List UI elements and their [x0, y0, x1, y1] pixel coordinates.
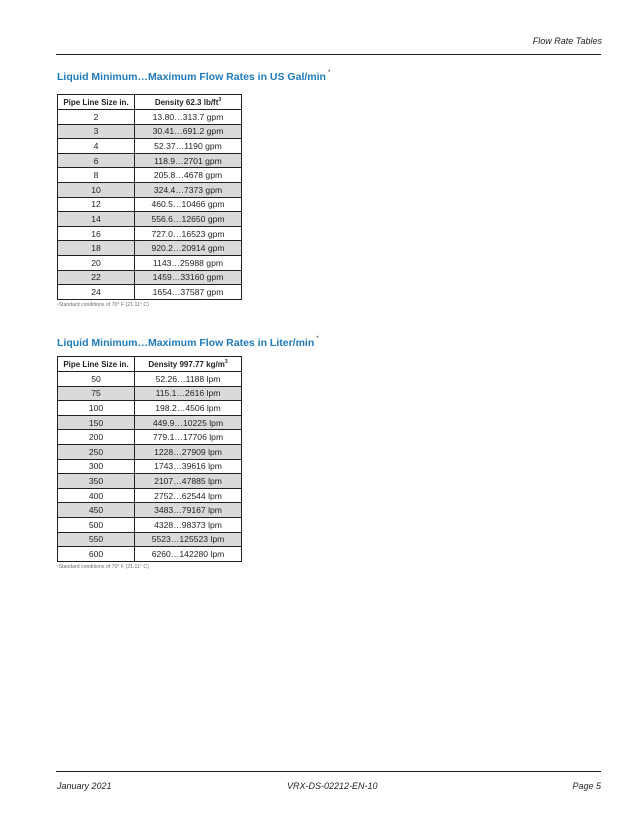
flow-range-cell: 52.26…1188 lpm [135, 372, 242, 387]
flow-range-cell: 1654…37587 gpm [135, 285, 242, 300]
pipe-size-cell: 4 [58, 139, 135, 154]
flow-range-cell: 30.41…691.2 gpm [135, 124, 242, 139]
column-header-density: Density 62.3 $lb/ft^3$ [135, 95, 242, 110]
flow-range-cell: 198.2…4506 lpm [135, 401, 242, 416]
table-row [58, 444, 242, 459]
footer-page-number: Page 5 [572, 781, 601, 791]
pipe-size-cell: 75 [58, 386, 135, 401]
table-row [58, 153, 242, 168]
column-header-pipe-size: Pipe Line Size in. [58, 357, 135, 372]
pipe-size-cell: 6 [58, 153, 135, 168]
footer-rule [56, 771, 601, 772]
footnote-liter: *Standard conditions of 70° F (21.11° C) [57, 564, 149, 570]
pipe-size-cell: 20 [58, 255, 135, 270]
header-rule [56, 54, 601, 55]
table-row [58, 459, 242, 474]
table-row [58, 168, 242, 183]
flow-range-cell: 1228…27909 lpm [135, 444, 242, 459]
section-title-gal: Liquid Minimum…Maximum Flow Rates in US Gal/min * [57, 70, 331, 83]
table-row [58, 197, 242, 212]
table-row [58, 503, 242, 518]
column-header-density: Density 997.77 $kg/m^3$ [135, 357, 242, 372]
pipe-size-cell: 350 [58, 474, 135, 489]
flow-range-cell: 2752…62544 lpm [135, 488, 242, 503]
footer-date: January 2021 [57, 781, 112, 791]
flow-range-cell: 52.37…1190 gpm [135, 139, 242, 154]
flow-range-cell: 920.2…20914 gpm [135, 241, 242, 256]
table-row [58, 110, 242, 125]
pipe-size-cell: 600 [58, 547, 135, 562]
flow-range-cell: 324.4…7373 gpm [135, 182, 242, 197]
table-row [58, 517, 242, 532]
flow-range-cell: 6260…142280 lpm [135, 547, 242, 562]
flow-range-cell: 2107…47885 lpm [135, 474, 242, 489]
flow-range-cell: 13.80…313.7 gpm [135, 110, 242, 125]
pipe-size-cell: 300 [58, 459, 135, 474]
flow-range-cell: 449.9…10225 lpm [135, 415, 242, 430]
table-row [58, 532, 242, 547]
section-title-liter: Liquid Minimum…Maximum Flow Rates in Liter/min * [57, 336, 319, 349]
pipe-size-cell: 400 [58, 488, 135, 503]
table-row [58, 241, 242, 256]
column-header-pipe-size: Pipe Line Size in. [58, 95, 135, 110]
flow-range-cell: 779.1…17706 lpm [135, 430, 242, 445]
pipe-size-cell: 18 [58, 241, 135, 256]
pipe-size-cell: 10 [58, 182, 135, 197]
pipe-size-cell: 100 [58, 401, 135, 416]
pipe-size-cell: 16 [58, 226, 135, 241]
table-row [58, 182, 242, 197]
flow-range-cell: 3483…79167 lpm [135, 503, 242, 518]
footer-doc-id: VRX-DS-02212-EN-10 [287, 781, 378, 791]
flow-range-cell: 727.0…16523 gpm [135, 226, 242, 241]
table-row [58, 270, 242, 285]
table-row [58, 124, 242, 139]
flow-range-cell: 1459…33160 gpm [135, 270, 242, 285]
pipe-size-cell: 550 [58, 532, 135, 547]
flow-table-liter [57, 356, 242, 562]
pipe-size-cell: 50 [58, 372, 135, 387]
flow-range-cell: 5523…125523 lpm [135, 532, 242, 547]
pipe-size-cell: 24 [58, 285, 135, 300]
pipe-size-cell: 500 [58, 517, 135, 532]
footnote-gal: *Standard conditions of 70° F (21.11° C) [57, 302, 149, 308]
flow-range-cell: 118.9…2701 gpm [135, 153, 242, 168]
table-row [58, 401, 242, 416]
table-row [58, 285, 242, 300]
table-row [58, 415, 242, 430]
flow-range-cell: 4328…98373 lpm [135, 517, 242, 532]
pipe-size-cell: 22 [58, 270, 135, 285]
table-row [58, 226, 242, 241]
pipe-size-cell: 14 [58, 212, 135, 227]
table-row [58, 488, 242, 503]
pipe-size-cell: 8 [58, 168, 135, 183]
flow-range-cell: 1143…25988 gpm [135, 255, 242, 270]
table-row [58, 139, 242, 154]
table-header-row [58, 95, 242, 110]
flow-range-cell: 460.5…10466 gpm [135, 197, 242, 212]
pipe-size-cell: 2 [58, 110, 135, 125]
header-title: Flow Rate Tables [532, 36, 602, 46]
table-row [58, 386, 242, 401]
table-header-row [58, 357, 242, 372]
pipe-size-cell: 12 [58, 197, 135, 212]
flow-range-cell: 556.6…12650 gpm [135, 212, 242, 227]
flow-range-cell: 205.8…4678 gpm [135, 168, 242, 183]
pipe-size-cell: 450 [58, 503, 135, 518]
flow-table-gal [57, 94, 242, 300]
pipe-size-cell: 200 [58, 430, 135, 445]
table-row [58, 547, 242, 562]
table-row [58, 372, 242, 387]
table-row [58, 255, 242, 270]
flow-range-cell: 115.1…2616 lpm [135, 386, 242, 401]
table-row [58, 474, 242, 489]
table-row [58, 430, 242, 445]
flow-range-cell: 1743…39616 lpm [135, 459, 242, 474]
pipe-size-cell: 3 [58, 124, 135, 139]
pipe-size-cell: 250 [58, 444, 135, 459]
pipe-size-cell: 150 [58, 415, 135, 430]
table-row [58, 212, 242, 227]
